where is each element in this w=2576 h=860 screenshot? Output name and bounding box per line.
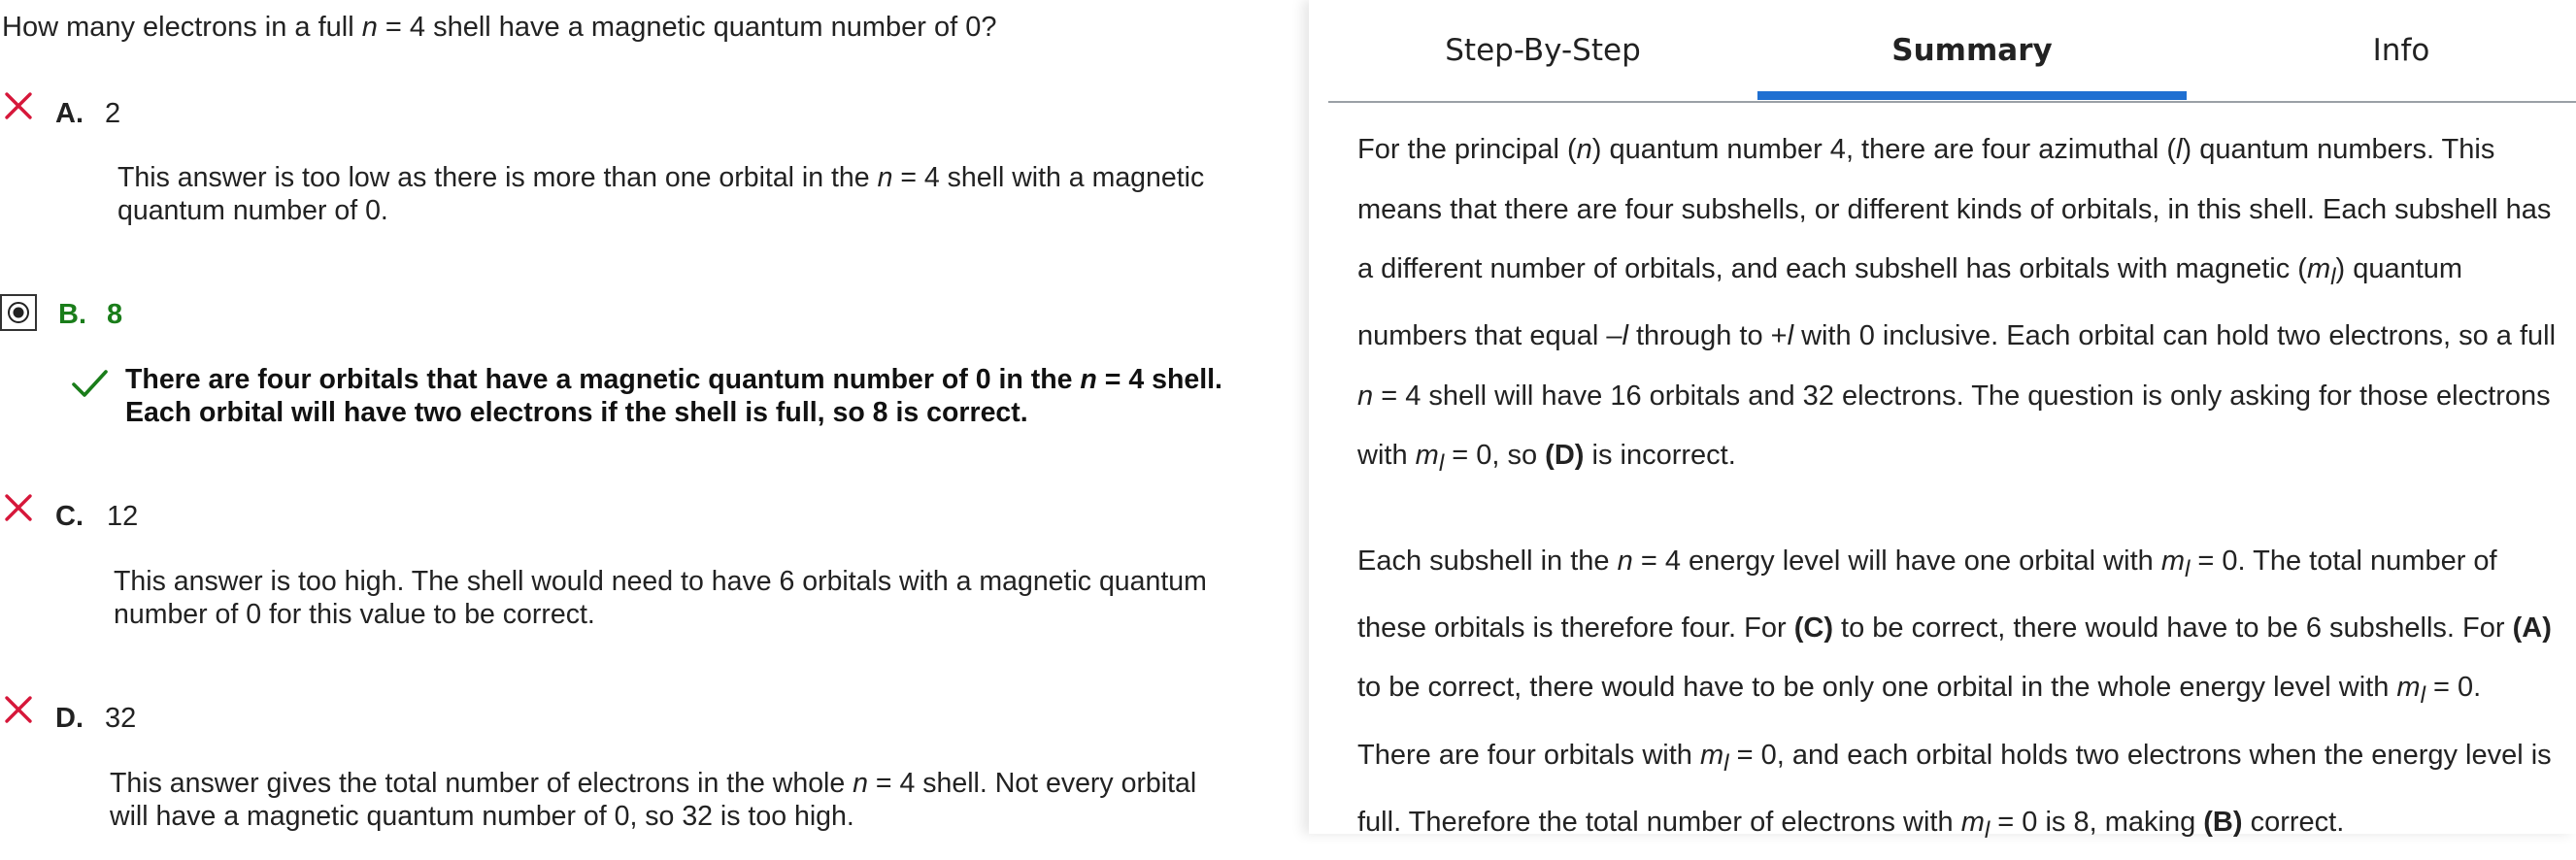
option-d-letter: D. xyxy=(55,703,84,734)
x-mark-icon xyxy=(4,695,33,724)
radio-selected-icon[interactable] xyxy=(0,294,37,331)
active-tab-indicator xyxy=(1757,91,2187,100)
option-b-explanation: There are four orbitals that have a magnetic quantum number of 0 in the n = 4 shell. Each orbital will have two electrons if the shell is full, so 8 is correct. xyxy=(125,364,1222,428)
explanation-panel xyxy=(1309,0,2576,843)
tab-summary[interactable]: Summary xyxy=(1891,33,2053,68)
question-panel xyxy=(0,0,1301,834)
option-c-explanation: This answer is too high. The shell would need to have 6 orbitals with a magnetic quantum number of 0 for this value to be correct. xyxy=(114,566,1207,630)
option-a-value[interactable]: 2 xyxy=(105,98,121,129)
option-c-value[interactable]: 12 xyxy=(107,501,139,532)
tab-step-by-step[interactable]: Step-By-Step xyxy=(1445,33,1641,68)
tab-info[interactable]: Info xyxy=(2372,33,2430,68)
x-mark-icon xyxy=(4,91,33,120)
option-a-explanation: This answer is too low as there is more than one orbital in the n = 4 shell with a magnetic quantum number of 0. xyxy=(117,162,1205,226)
option-b-letter: B. xyxy=(58,299,86,330)
summary-text xyxy=(1357,120,2561,860)
tab-bar xyxy=(1328,0,2576,103)
x-mark-icon xyxy=(4,493,33,522)
option-d-explanation: This answer gives the total number of electrons in the whole n = 4 shell. Not every orbital will have a magnetic quantum number of 0, so 32 is too high. xyxy=(110,768,1197,832)
option-d-value[interactable]: 32 xyxy=(105,703,137,734)
summary-paragraph-1: For the principal (n) quantum number 4, there are four azimuthal (l) quantum numbers. This means that there are four subshells, or different kinds of orbitals, in this shell. Each subshell has a different number of orbitals, and each subshell has orbitals with magnetic $(m_l)$ quantum numbers that equal –l through to +l with 0 inclusive. Each orbital can hold two electrons, so a full n = 4 shell will have 16 orbitals and 32 electrons. The question is only asking for those electrons with $m_l = 0$, so (D) is incorrect. xyxy=(1357,134,2557,478)
summary-paragraph-2: Each subshell in the n = 4 energy level will have one orbital with $m_l = 0$. The total number of these orbitals is therefore four. For (C) to be correct, there would have to be 6 subshells. For (A) to be correct, there would have to be only one orbital in the whole energy level with $m_l = 0$. There are four orbitals with $m_l = 0$, and each orbital holds two electrons when the energy level is full. Therefore the total number of electrons with $m_l = 0$ is 8, making (B) correct. xyxy=(1357,545,2552,843)
option-b-value[interactable]: 8 xyxy=(107,299,123,330)
option-a-letter: A. xyxy=(55,98,84,129)
check-mark-icon xyxy=(70,367,109,405)
option-c-letter: C. xyxy=(55,501,84,532)
question-text: How many electrons in a full n = 4 shell have a magnetic quantum number of 0? xyxy=(2,12,997,43)
